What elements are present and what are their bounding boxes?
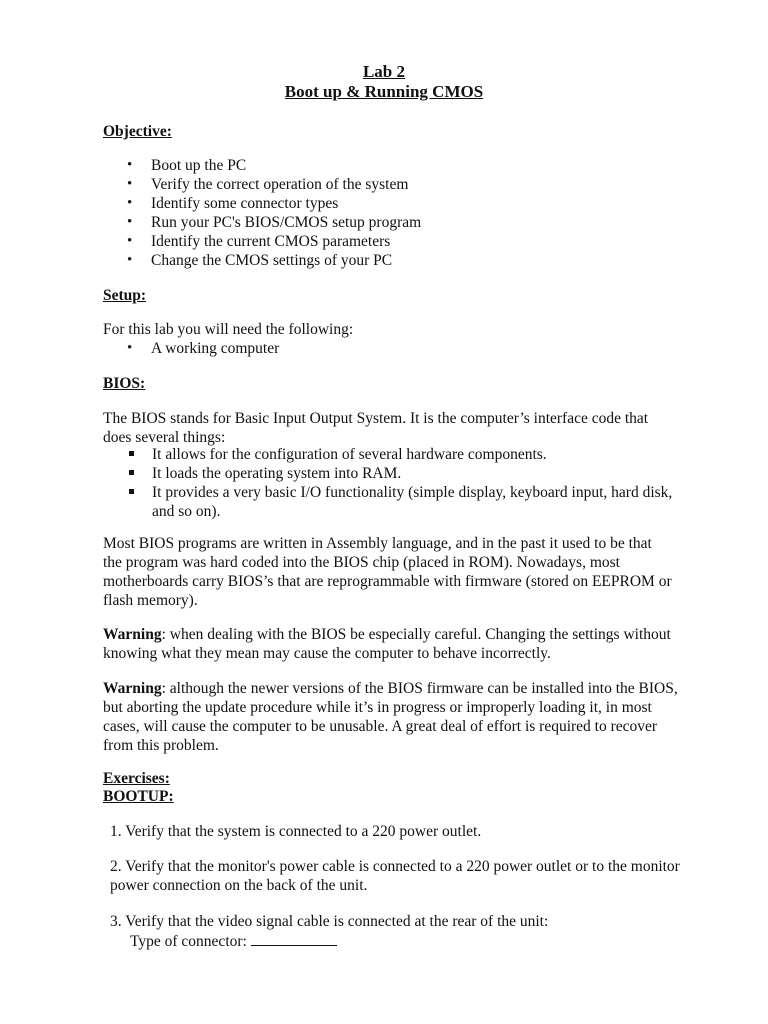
setup-intro: For this lab you will need the following: bbox=[103, 321, 354, 338]
warning-paragraph-1 bbox=[103, 625, 673, 663]
bios-intro: The BIOS stands for Basic Input Output System. It is the computer’s interface code that does several things: bbox=[103, 410, 649, 446]
warning-label: Warning bbox=[103, 680, 162, 697]
exercise-step: 3. Verify that the video signal cable is connected at the rear of the unit: bbox=[110, 913, 549, 930]
list-item: • Boot up the PC bbox=[103, 156, 703, 175]
exercises-heading: Exercises: bbox=[103, 770, 170, 787]
bios-heading: BIOS: bbox=[103, 375, 146, 392]
list-item: It provides a very basic I/O functionality (simple display, keyboard input, hard disk, and so on). bbox=[103, 483, 693, 521]
list-item: • Change the CMOS settings of your PC bbox=[103, 251, 703, 270]
bios-list bbox=[103, 445, 693, 521]
objective-list bbox=[103, 156, 703, 270]
connector-answer-blank[interactable] bbox=[251, 931, 337, 946]
list-item: • Run your PC's BIOS/CMOS setup program bbox=[103, 213, 703, 232]
bootup-heading: BOOTUP: bbox=[103, 788, 174, 805]
connector-line bbox=[103, 931, 730, 951]
list-item: It allows for the configuration of several hardware components. bbox=[103, 445, 693, 464]
lab-number-title: Lab 2 bbox=[362, 62, 406, 81]
warning-paragraph-2 bbox=[103, 679, 683, 755]
connector-label: Type of connector: bbox=[130, 933, 247, 950]
bios-paragraph: Most BIOS programs are written in Assembly language, and in the past it used to be that the program was hard coded into the BIOS chip (placed in ROM). Nowadays, most motherboards carry BIOS’s that are reprogrammable with firmware (stored on EEPROM or flash memory). bbox=[103, 535, 672, 609]
setup-heading: Setup: bbox=[103, 287, 147, 304]
warning-label: Warning bbox=[103, 626, 162, 643]
list-item: • Identify some connector types bbox=[103, 194, 703, 213]
lab-title: Boot up & Running CMOS bbox=[284, 82, 484, 101]
setup-list bbox=[103, 339, 703, 358]
list-item: • Identify the current CMOS parameters bbox=[103, 232, 703, 251]
exercise-step: 1. Verify that the system is connected to a 220 power outlet. bbox=[110, 823, 482, 840]
warning-text: : although the newer versions of the BIOS firmware can be installed into the BIOS, but aborting the update procedure while it’s in progress or improperly loading it, in most cases, will cause the computer to be unusable. A great deal of effort is required to recover from this problem. bbox=[103, 680, 678, 754]
objective-heading: Objective: bbox=[103, 123, 172, 140]
list-item: • Verify the correct operation of the system bbox=[103, 175, 703, 194]
exercise-step: 2. Verify that the monitor's power cable is connected to a 220 power outlet or to the monitor power connection on the back of the unit. bbox=[110, 858, 680, 894]
list-item: It loads the operating system into RAM. bbox=[103, 464, 693, 483]
list-item: • A working computer bbox=[103, 339, 703, 358]
warning-text: : when dealing with the BIOS be especially careful. Changing the settings without knowing what they mean may cause the computer to behave incorrectly. bbox=[103, 626, 671, 662]
